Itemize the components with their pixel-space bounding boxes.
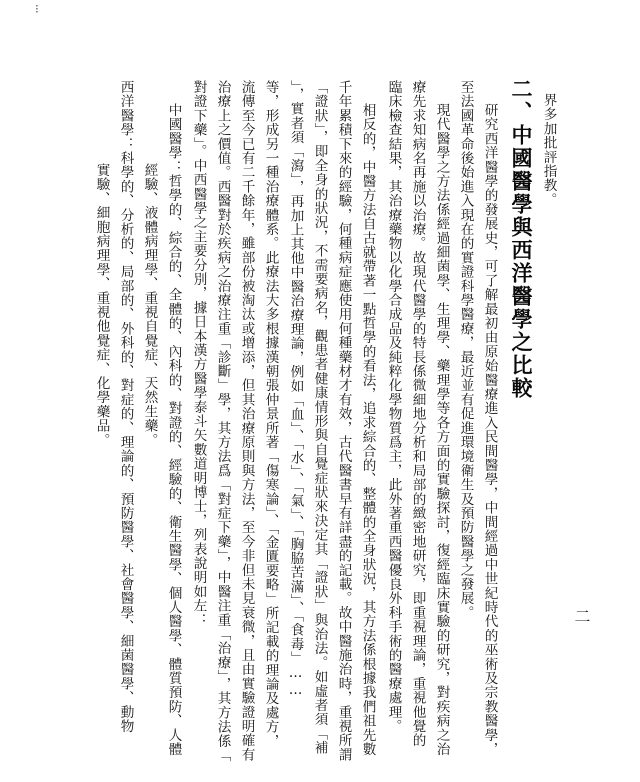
text-column-18: 實驗、細胞病理學、重視他覺症、化學藥品。 bbox=[93, 163, 110, 447]
text-column-12: 流傳至今已有二千餘年，雖部份被淘汰或增添，但其治療原則與方法，至今非但未見衰微，且由實驗證明確有 bbox=[238, 80, 255, 762]
section-heading: 二、中國醫學與西洋醫學之比較 bbox=[509, 78, 533, 400]
text-column-17: 西洋醫學：科學的、分析的、局部的、外科的、對症的、理論的、預防醫學、社會醫學、細菌醫學、動物 bbox=[117, 80, 134, 734]
text-column-6: 臨床檢查結果，其治療藥物以化學合成品及純粹化學物質爲主，此外著重西醫優良外科手術的醫療處理。 bbox=[385, 80, 402, 734]
text-column-5: 療先求知病名再施以治療。故現代醫學的特長係微細地分析和局部的緻密地研究，即重視理論，重視他覺的 bbox=[409, 80, 426, 748]
text-column-9: 「證狀」，即全身的狀況，不需要病名，觀患者健康情形與自覺症狀來決定其「證狀」與治法。如虛者須「補 bbox=[311, 80, 328, 755]
text-column-16: 經驗、液體病理學、重視自覺症、天然生藥。 bbox=[141, 163, 158, 447]
page-number: 二 bbox=[572, 608, 591, 624]
text-column-1: 界多加批評指教。 bbox=[540, 93, 557, 207]
text-column-4: 現代醫學之方法係經過細菌學、生理學、藥理學等各方面的實驗探討，復經臨床實驗的研究，對疾病之治 bbox=[433, 103, 450, 757]
text-column-3: 至法國革命後始進入現在的實證科學醫療，最近並有促進環境衛生及預防醫學之發展。 bbox=[457, 80, 474, 620]
text-column-15: 中國醫學：哲學的、綜合的、全體的、內科的、對證的、經驗的、衛生醫學、個人醫學、體質預防、人體 bbox=[165, 103, 182, 757]
text-column-10: 」，實者須「瀉」，再加上其他中醫治療理論，例如「血」、「水」、「氣」、「胸脇苦滿」、「食毒」…… bbox=[287, 80, 304, 699]
text-column-13: 治療上之價值。西醫對於疾病之治療注重「診斷」學，其方法爲「對症下藥」，中醫注重「治療」，其方法係「 bbox=[214, 80, 231, 763]
text-column-11: 等，形成另一種治療體系。此療法大多根據漢朝張仲景所著「傷寒論」、「金匱要略」所記載的理論及處方， bbox=[262, 80, 279, 748]
corner-mark: ⁝ bbox=[35, 2, 39, 16]
text-column-2: 研究西洋醫學的發展史，可了解最初由原始醫療進入民間醫學，中間經過中世紀時代的巫術及宗教醫學， bbox=[481, 103, 498, 757]
text-column-7: 相反的，中醫方法自古就帶著一點哲學的看法，追求綜合的、整體的全身狀況，其方法係根據我們祖先數 bbox=[359, 103, 376, 757]
text-column-14: 對證下藥」。中西醫學之主要分別，據日本漢方醫學泰斗矢數道明博士，列表說明如左： bbox=[190, 80, 207, 627]
text-column-8: 千年累積下來的經驗，何種病症應使用何種藥材才有效，古代醫書早有詳盡的記載。故中醫施治時，重視所謂 bbox=[335, 80, 352, 762]
